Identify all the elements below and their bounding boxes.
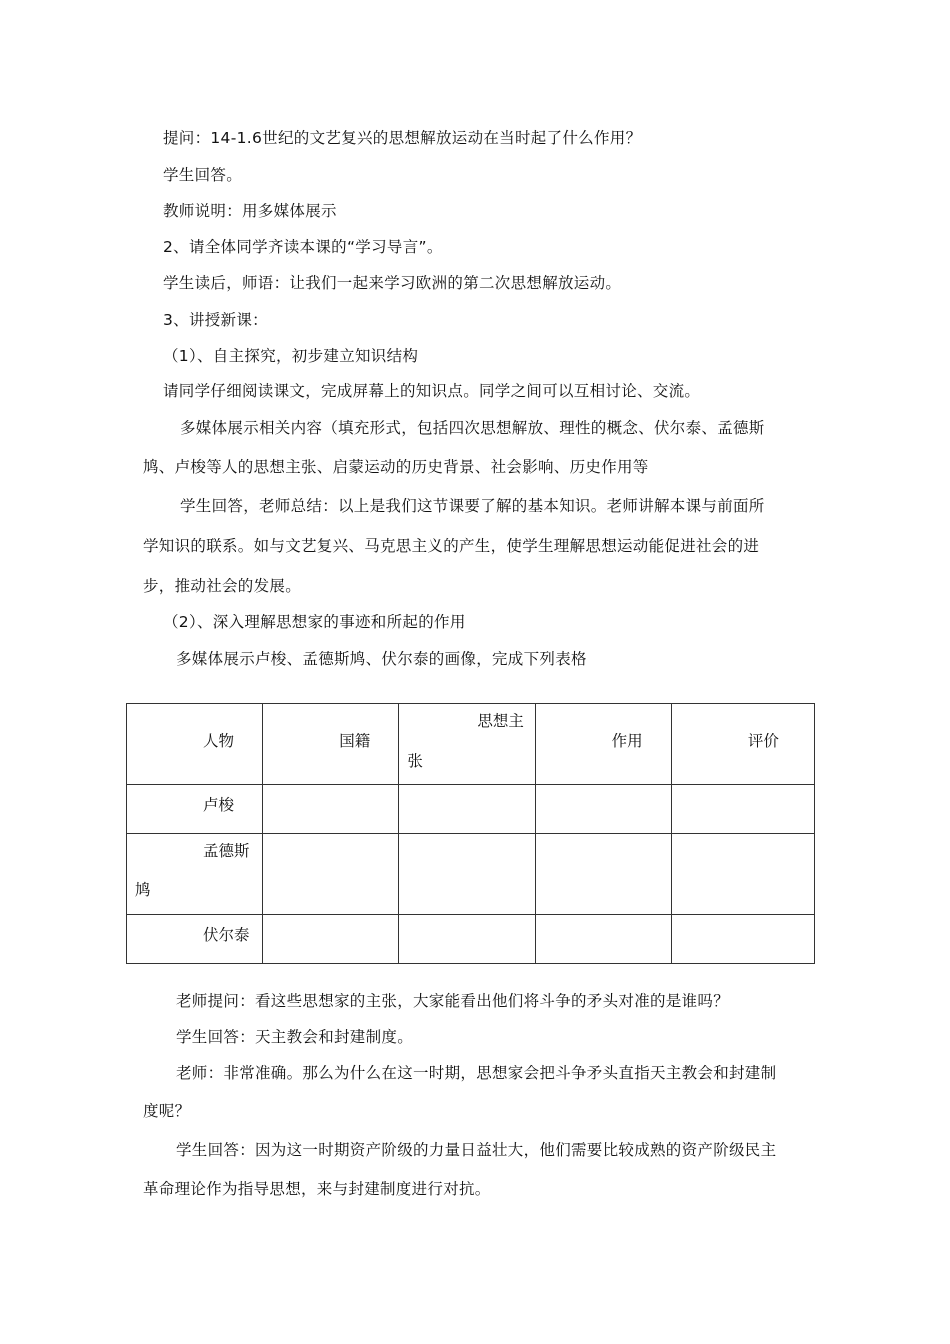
header-evaluation: 评价 [747,732,779,750]
header-cell [127,704,263,785]
paragraph: 革命理论作为指导思想，来与封建制度进行对抗。 [143,1180,491,1198]
paragraph: 鸠、卢梭等人的思想主张、启蒙运动的历史背景、社会影响、历史作用等 [143,458,649,476]
paragraph: 度呢？ [143,1102,191,1120]
header-thought-line1: 思想主 [477,712,524,730]
paragraph: 提问：14-1.6世纪的文艺复兴的思想解放运动在当时起了什么作用？ [163,129,642,147]
table-cell [671,834,814,915]
table-cell [263,785,399,834]
subsection-heading: （1）、自主探究，初步建立知识结构 [163,347,419,365]
table-cell [671,785,814,834]
header-person: 人物 [203,732,235,750]
paragraph: 教师说明：用多媒体展示 [163,202,337,220]
table-cell [263,915,399,964]
paragraph: 学生回答，老师总结：以上是我们这节课要了解的基本知识。老师讲解本课与前面所 [180,497,765,515]
paragraph: 请同学仔细阅读课文，完成屏幕上的知识点。同学之间可以互相讨论、交流。 [163,382,701,400]
paragraph: 学生回答：因为这一时期资产阶级的力量日益壮大，他们需要比较成熟的资产阶级民主 [176,1141,777,1159]
paragraph: 2、请全体同学齐读本课的“学习导言”。 [163,238,443,256]
table-header-row [127,704,815,785]
header-cell [399,704,535,785]
paragraph: 学知识的联系。如与文艺复兴、马克思主义的产生，使学生理解思想运动能促进社会的进 [143,537,760,555]
paragraph: 学生回答：天主教会和封建制度。 [176,1028,414,1046]
table-cell [535,915,671,964]
subsection-heading: （2）、深入理解思想家的事迹和所起的作用 [163,613,466,631]
paragraph: 学生回答。 [163,166,243,184]
table-cell [399,834,535,915]
header-role: 作用 [611,732,643,750]
table-row [127,834,815,915]
paragraph: 步，推动社会的发展。 [143,577,302,595]
table-cell [399,785,535,834]
paragraph: 老师：非常准确。那么为什么在这一时期，思想家会把斗争矛头直指天主教会和封建制 [176,1064,777,1082]
table-row [127,785,815,834]
person-name: 伏尔泰 [203,926,250,944]
table-cell [535,834,671,915]
header-cell [263,704,399,785]
table-cell [127,785,263,834]
table-cell [399,915,535,964]
table-cell [127,834,263,915]
person-name-cont: 鸠 [135,881,151,899]
table-cell [263,834,399,915]
header-cell [671,704,814,785]
table-cell [127,915,263,964]
paragraph: 老师提问：看这些思想家的主张，大家能看出他们将斗争的矛头对准的是谁吗？ [176,992,730,1010]
paragraph: 多媒体展示相关内容（填充形式，包括四次思想解放、理性的概念、伏尔泰、孟德斯 [180,419,765,437]
header-thought-line2: 张 [407,752,423,770]
header-cell [535,704,671,785]
table-row [127,915,815,964]
header-nationality: 国籍 [339,732,371,750]
table-cell [535,785,671,834]
person-name: 孟德斯 [203,842,250,860]
paragraph: 多媒体展示卢梭、孟德斯鸠、伏尔泰的画像，完成下列表格 [176,650,587,668]
section-heading: 3、讲授新课： [163,311,268,329]
table-cell [671,915,814,964]
thinkers-table [126,703,815,964]
person-name: 卢梭 [203,796,235,814]
paragraph: 学生读后，师语：让我们一起来学习欧洲的第二次思想解放运动。 [163,274,622,292]
